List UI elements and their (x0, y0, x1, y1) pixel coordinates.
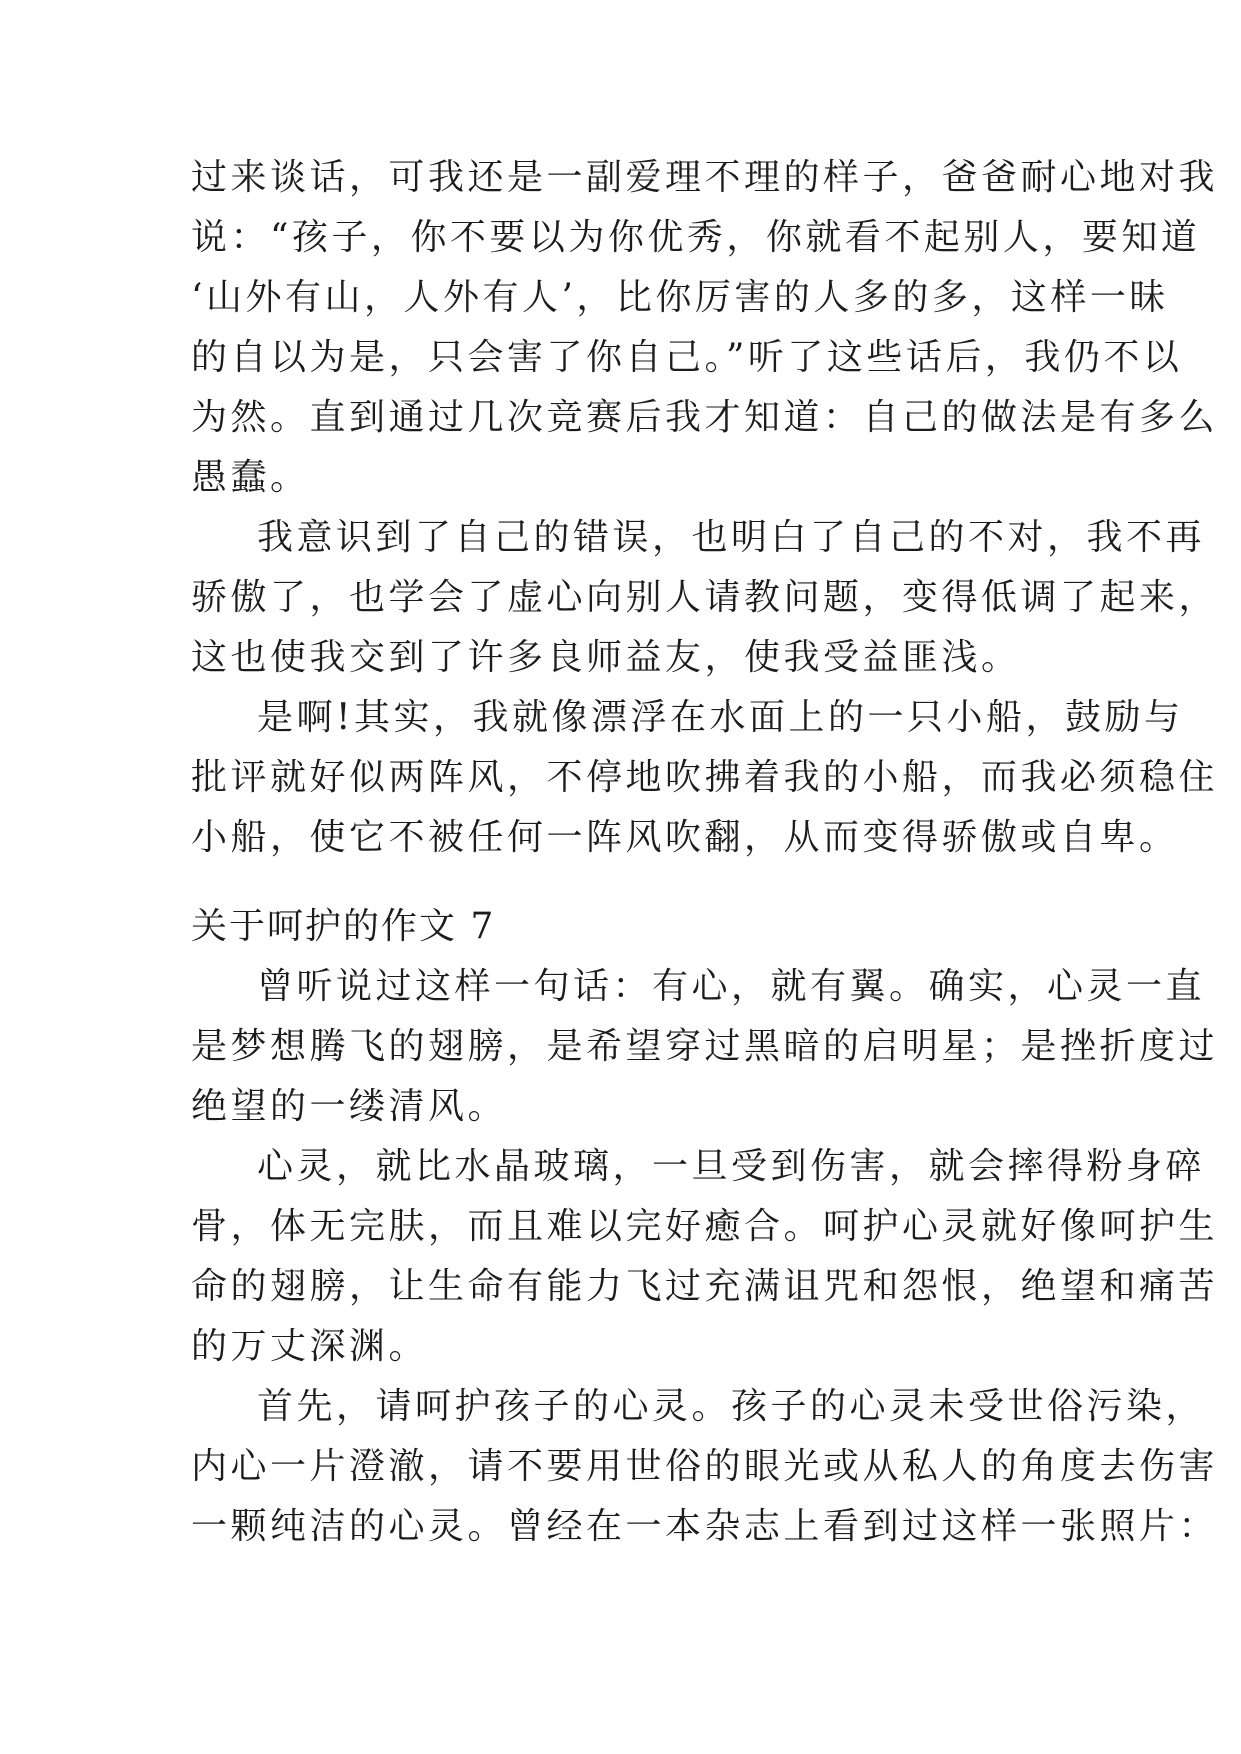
text-line: 骨，体无完肤，而且难以完好癒合。呵护心灵就好像呵护生 (191, 1206, 1219, 1247)
text-line: 骄傲了，也学会了虚心向别人请教问题，变得低调了起来， (191, 577, 1219, 618)
essay-continuation (191, 148, 1219, 868)
text-line: ‘山外有山，人外有人’，比你厉害的人多的多，这样一昧 (191, 277, 1169, 318)
text-line: 愚蠢。 (191, 457, 310, 498)
text-line: 是梦想腾飞的翅膀，是希望穿过黑暗的启明星；是挫折度过 (191, 1026, 1219, 1067)
text-line: 心灵，就比水晶玻璃，一旦受到伤害，就会摔得粉身碎 (257, 1146, 1206, 1187)
essay-7 (191, 897, 1219, 1557)
text-line: 批评就好似两阵风，不停地吹拂着我的小船，而我必须稳住 (191, 757, 1219, 798)
text-line: 命的翅膀，让生命有能力飞过充满诅咒和怨恨，绝望和痛苦 (191, 1266, 1219, 1307)
text-line: 一颗纯洁的心灵。曾经在一本杂志上看到过这样一张照片： (191, 1506, 1219, 1547)
text-line: 首先，请呵护孩子的心灵。孩子的心灵未受世俗污染， (257, 1386, 1206, 1427)
text-line: 的万丈深渊。 (191, 1326, 429, 1367)
text-line: 我意识到了自己的错误，也明白了自己的不对，我不再 (257, 517, 1206, 558)
text-line: 曾听说过这样一句话：有心，就有翼。确实，心灵一直 (257, 966, 1206, 1007)
text-line: 的自以为是，只会害了你自己。”听了这些话后，我仍不以 (191, 337, 1183, 378)
essay-title: 关于呵护的作文 7 (191, 906, 496, 947)
text-line: 内心一片澄澈，请不要用世俗的眼光或从私人的角度去伤害 (191, 1446, 1219, 1487)
text-line: 过来谈话，可我还是一副爱理不理的样子，爸爸耐心地对我 (191, 157, 1219, 198)
text-line: 是啊!其实，我就像漂浮在水面上的一只小船，鼓励与 (257, 697, 1184, 738)
text-line: 为然。直到通过几次竞赛后我才知道：自己的做法是有多么 (191, 397, 1219, 438)
text-line: 说：“孩子，你不要以为你优秀，你就看不起别人，要知道 (191, 217, 1201, 258)
text-line: 小船，使它不被任何一阵风吹翻，从而变得骄傲或自卑。 (191, 817, 1179, 858)
text-line: 这也使我交到了许多良师益友，使我受益匪浅。 (191, 637, 1021, 678)
text-line: 绝望的一缕清风。 (191, 1086, 508, 1127)
